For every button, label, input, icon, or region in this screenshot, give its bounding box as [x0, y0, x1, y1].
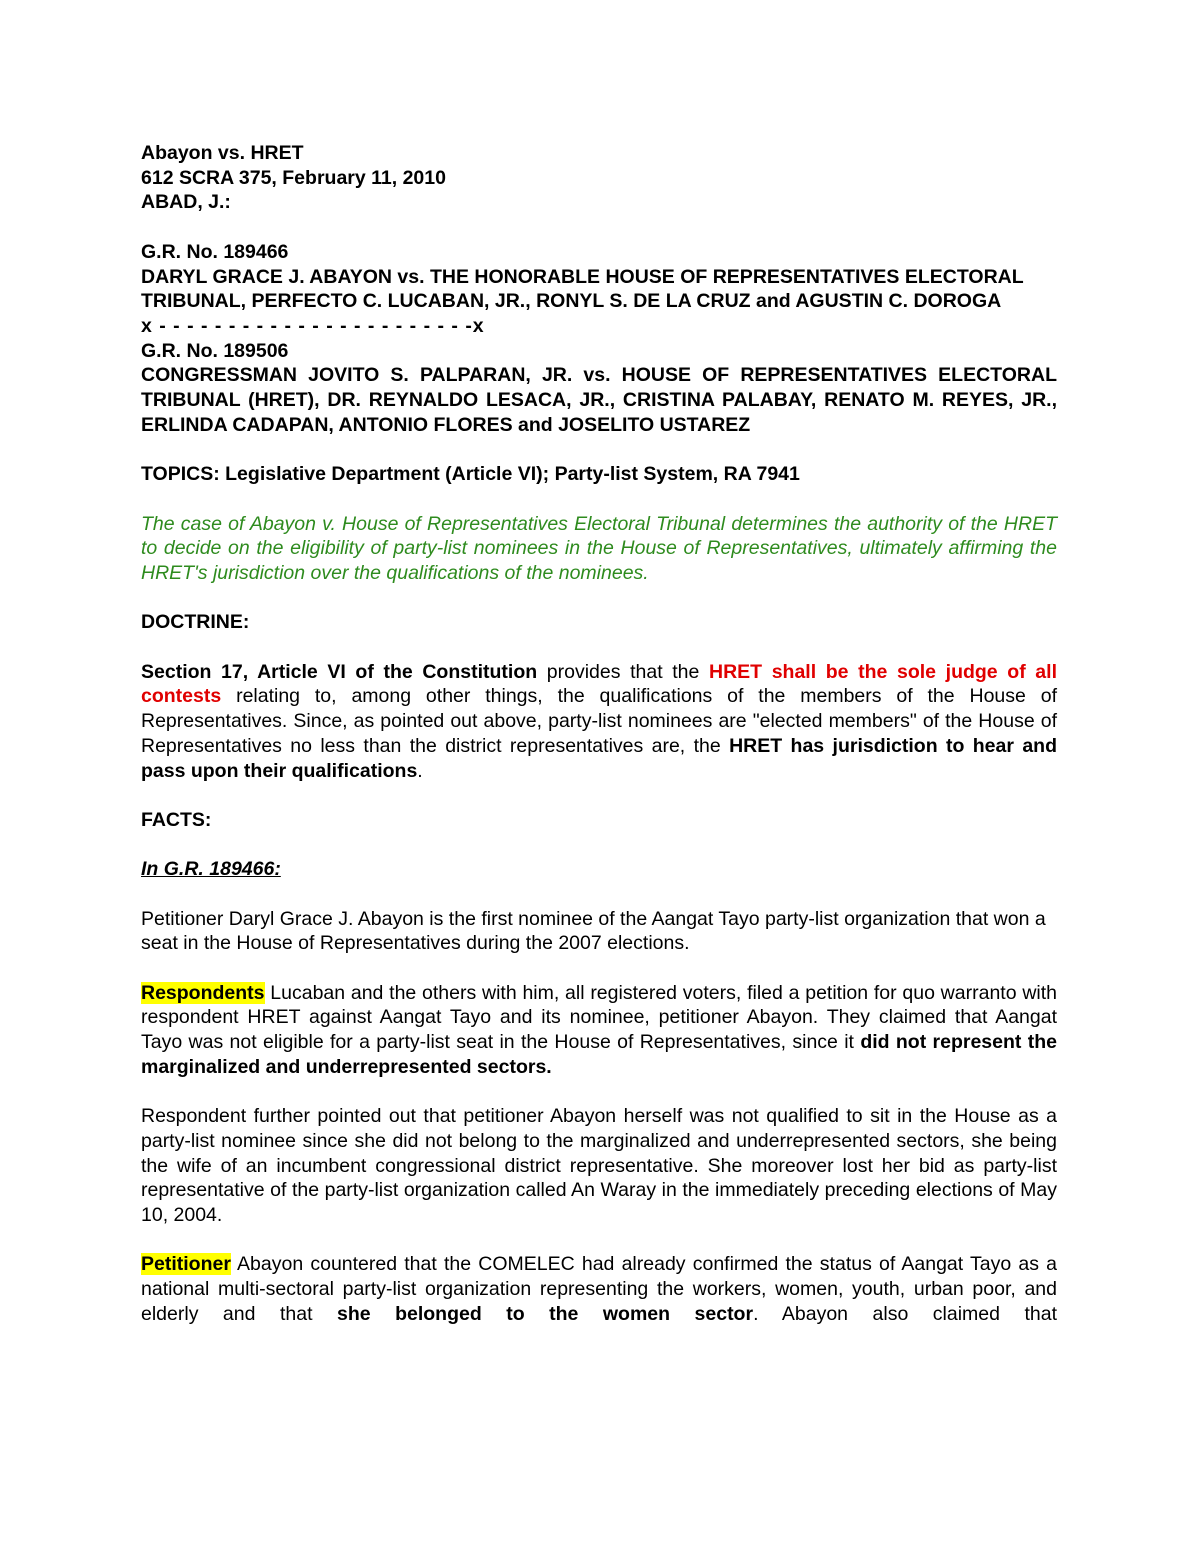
- case-2: [141, 339, 1057, 438]
- facts-paragraph-3: Respondent further pointed out that petitioner Abayon herself was not qualified to sit in the House as a party-list nominee since she did not belong to the marginalized and underrepresented sectors, she being the wife of an incumbent congressional district representative. She moreover lost her bid as party-list representative of the party-list organization called An Waray in the immediately preceding elections of May 10, 2004.: [141, 1105, 1057, 1227]
- doctrine-provision: Section 17, Article VI of the Constitution: [141, 660, 538, 683]
- petitioner-claim: she belonged to the women sector: [336, 1302, 754, 1325]
- case-summary: The case of Abayon v. House of Representatives Electoral Tribunal determines the authority of the HRET to decide on the eligibility of party-list nominees in the House of Representatives, ultimately affirming the HRET's jurisdiction over the qualifications of the nominees.: [141, 512, 1057, 584]
- facts-paragraph-2: Respondents Lucaban and the others with him, all registered voters, filed a petition for quo warranto with respondent HRET against Aangat Tayo and its nominee, petitioner Abayon. They claimed that Aangat Tayo was not eligible for a party-list seat in the House of Representatives, since it did not represent the marginalized and underrepresented sectors.: [141, 981, 1057, 1078]
- case-1: [141, 240, 1057, 314]
- facts-paragraph-4: Petitioner Abayon countered that the COMELEC had already confirmed the status of Aangat Tayo as a national multi-sectoral party-list organization representing the workers, women, youth, urban poor, and elderly and that she belonged to the women sector. Abayon also claimed that: [141, 1253, 1057, 1325]
- case-ponente: ABAD, J.:: [141, 191, 231, 214]
- case-title: Abayon vs. HRET: [141, 142, 304, 164]
- doctrine-paragraph: Section 17, Article VI of the Constitution provides that the HRET shall be the sole judge of all contests relating to, among other things, the qualifications of the members of the House of Representatives. Since, as pointed out above, party-list nominees are "elected members" of the House of Representatives no less than the district representatives are, the HRET has jurisdiction to hear and pass upon their qualifications.: [141, 660, 1058, 782]
- case-1-gr-number: G.R. No. 189466: [141, 240, 289, 263]
- doctrine-emphasis: HRET shall be the sole judge of all contests: [141, 660, 1057, 708]
- respondents-claim: did not represent the marginalized and underrepresented sectors.: [141, 1031, 1057, 1078]
- document-body: [141, 141, 1057, 1327]
- facts-subheading: In G.R. 189466:: [141, 858, 281, 881]
- case-2-parties: CONGRESSMAN JOVITO S. PALPARAN, JR. vs. HOUSE OF REPRESENTATIVES ELECTORAL TRIBUNAL (HRET), DR. REYNALDO LESACA, JR., CRISTINA PALABAY, RENATO M. REYES, JR., ERLINDA CADAPAN, ANTONIO FLORES and JOSELITO USTAREZ: [141, 364, 1057, 436]
- topics-line: TOPICS: Legislative Department (Article VI); Party-list System, RA 7941: [141, 463, 800, 486]
- case-citation: 612 SCRA 375, February 11, 2010: [141, 166, 446, 189]
- petitioner-highlight: Petitioner: [141, 1253, 231, 1276]
- respondents-highlight: Respondents: [141, 981, 265, 1004]
- facts-paragraph-1: Petitioner Daryl Grace J. Abayon is the first nominee of the Aangat Tayo party-list organization that won a seat in the House of Representatives during the 2007 elections.: [141, 907, 1046, 955]
- case-header: [141, 141, 1057, 215]
- facts-heading: FACTS:: [141, 808, 212, 831]
- case-1-parties: DARYL GRACE J. ABAYON vs. THE HONORABLE HOUSE OF REPRESENTATIVES ELECTORAL TRIBUNAL, PERFECTO C. LUCABAN, JR., RONYL S. DE LA CRUZ and AGUSTIN C. DOROGA: [141, 265, 1024, 313]
- case-2-gr-number: G.R. No. 189506: [141, 339, 289, 362]
- case-separator: x - - - - - - - - - - - - - - - - - - - - - - -x: [141, 314, 485, 337]
- doctrine-heading: DOCTRINE:: [141, 611, 250, 634]
- doctrine-conclusion: HRET has jurisdiction to hear and pass upon their qualifications: [141, 734, 1058, 782]
